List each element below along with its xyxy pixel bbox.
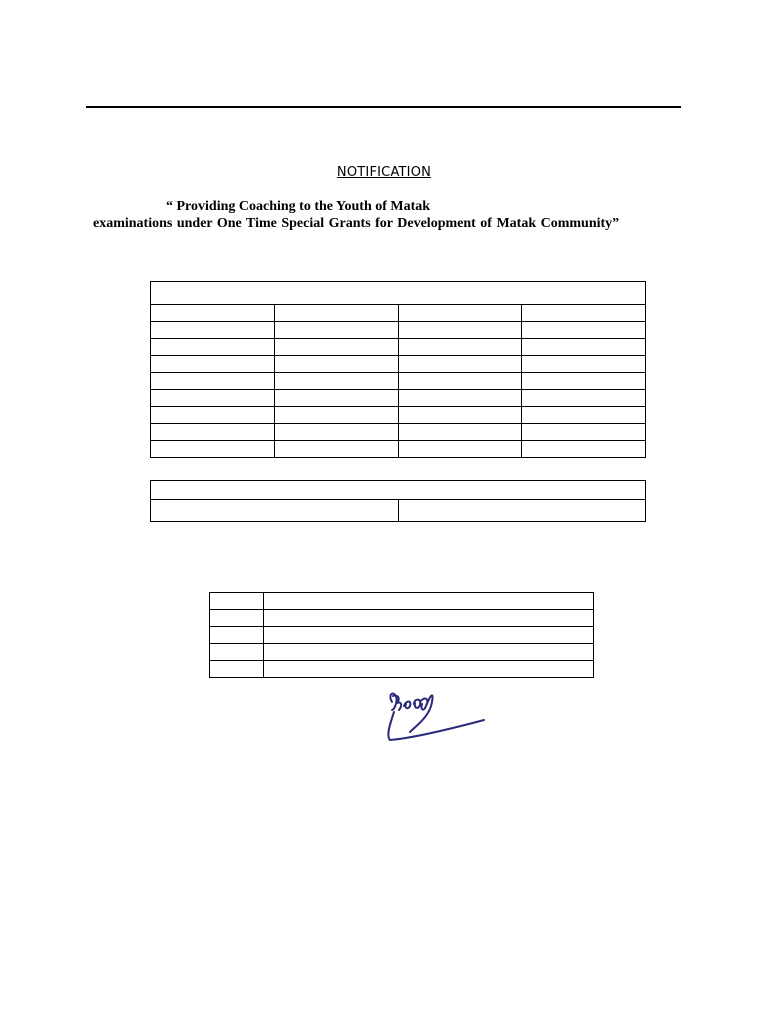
header-rule bbox=[86, 106, 681, 108]
table-row bbox=[151, 390, 646, 407]
list-index-cell bbox=[210, 661, 264, 678]
list-text-cell bbox=[264, 610, 594, 627]
summary-cell bbox=[151, 500, 399, 522]
table-cell bbox=[398, 441, 522, 458]
list-row bbox=[210, 627, 594, 644]
list-text-cell bbox=[264, 593, 594, 610]
data-table-main bbox=[150, 281, 646, 458]
table-cell bbox=[151, 373, 275, 390]
table-cell bbox=[274, 424, 398, 441]
summary-cell bbox=[398, 500, 646, 522]
table-row bbox=[151, 373, 646, 390]
table-cell bbox=[151, 339, 275, 356]
table-row bbox=[151, 407, 646, 424]
summary-row bbox=[151, 500, 646, 522]
table-cell bbox=[398, 373, 522, 390]
table-title-cell bbox=[151, 282, 646, 305]
table-cell bbox=[522, 407, 646, 424]
table-cell bbox=[398, 356, 522, 373]
table-cell bbox=[398, 424, 522, 441]
signature-stroke bbox=[390, 694, 401, 710]
table-cell bbox=[398, 339, 522, 356]
table-cell bbox=[522, 305, 646, 322]
table-cell bbox=[151, 356, 275, 373]
table-cell bbox=[522, 356, 646, 373]
list-row bbox=[210, 644, 594, 661]
summary-title-cell bbox=[151, 481, 646, 500]
signature-stroke bbox=[388, 712, 484, 740]
table-cell bbox=[522, 322, 646, 339]
table-cell bbox=[274, 322, 398, 339]
table-cell bbox=[274, 305, 398, 322]
list-row bbox=[210, 610, 594, 627]
list-row bbox=[210, 593, 594, 610]
list-index-cell bbox=[210, 644, 264, 661]
table-row bbox=[151, 424, 646, 441]
list-index-cell bbox=[210, 610, 264, 627]
subject-line-1: “ Providing Coaching to the Youth of Matak bbox=[166, 199, 431, 214]
list-text-cell bbox=[264, 627, 594, 644]
summary-title-row bbox=[151, 481, 646, 500]
table-cell bbox=[522, 441, 646, 458]
table-cell bbox=[151, 390, 275, 407]
table-cell bbox=[274, 356, 398, 373]
list-text-cell bbox=[264, 661, 594, 678]
table-cell bbox=[398, 322, 522, 339]
table-title-row bbox=[151, 282, 646, 305]
summary-table bbox=[150, 480, 646, 522]
table-cell bbox=[274, 339, 398, 356]
table-cell bbox=[151, 305, 275, 322]
table-cell bbox=[151, 441, 275, 458]
list-text-cell bbox=[264, 644, 594, 661]
table-cell bbox=[151, 407, 275, 424]
table-row bbox=[151, 356, 646, 373]
table-cell bbox=[274, 407, 398, 424]
table-cell bbox=[398, 407, 522, 424]
table-cell bbox=[522, 373, 646, 390]
signature bbox=[384, 688, 488, 746]
table-cell bbox=[398, 390, 522, 407]
subject-line-2: examinations under One Time Special Grants for Development of Matak Community” bbox=[93, 216, 620, 231]
table-cell bbox=[522, 390, 646, 407]
table-cell bbox=[522, 424, 646, 441]
list-row bbox=[210, 661, 594, 678]
table-row bbox=[151, 441, 646, 458]
table-row bbox=[151, 322, 646, 339]
signature-stroke bbox=[404, 695, 433, 732]
table-cell bbox=[151, 322, 275, 339]
table-cell bbox=[522, 339, 646, 356]
table-cell bbox=[274, 390, 398, 407]
list-index-cell bbox=[210, 593, 264, 610]
list-table bbox=[209, 592, 594, 678]
table-cell bbox=[274, 373, 398, 390]
list-index-cell bbox=[210, 627, 264, 644]
notification-heading: NOTIFICATION bbox=[336, 165, 432, 180]
table-cell bbox=[274, 441, 398, 458]
table-row bbox=[151, 339, 646, 356]
table-header-row bbox=[151, 305, 646, 322]
table-cell bbox=[151, 424, 275, 441]
table-cell bbox=[398, 305, 522, 322]
